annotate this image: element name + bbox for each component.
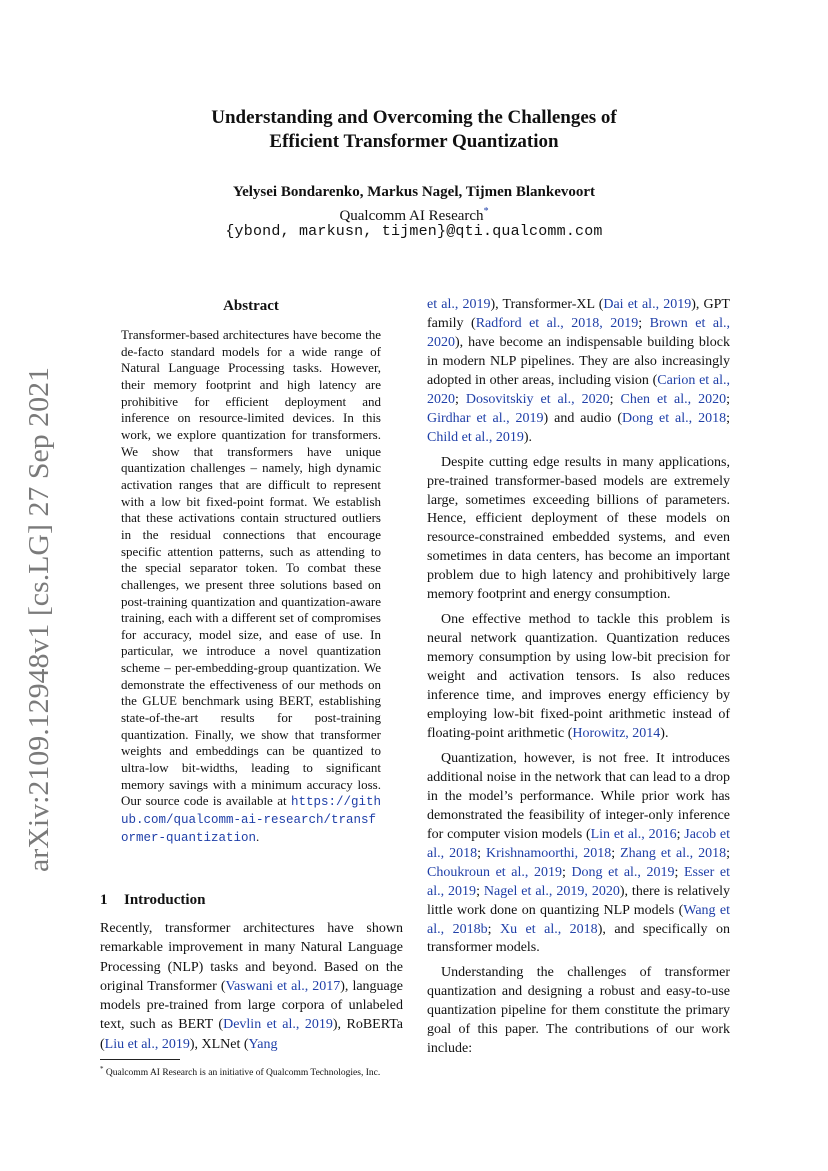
footnote bbox=[100, 1063, 430, 1079]
arxiv-stamp bbox=[2, 360, 60, 880]
section-heading-introduction bbox=[100, 890, 400, 910]
citation-lin[interactable]: Lin et al., 2016 bbox=[590, 826, 677, 842]
citation-dong-2019[interactable]: Dong et al., 2019 bbox=[571, 864, 675, 880]
separator: ; bbox=[726, 391, 731, 407]
author-emails: {ybond, markusn, tijmen}@qti.qualcomm.com bbox=[225, 223, 603, 240]
citation-choukroun[interactable]: Choukroun et al., 2019 bbox=[427, 864, 562, 880]
author-list: Yelysei Bondarenko, Markus Nagel, Tijmen Blankevoort bbox=[232, 184, 596, 200]
citation-liu[interactable]: Liu et al., 2019 bbox=[104, 1036, 190, 1052]
intro-paragraph-2: Despite cutting edge results in many applications, pre-trained transformer-based models are extremely large, sometimes exceeding billions of parameters. Hence, efficient deployment of these models on resource-constrained embedded systems, and even sometimes in data centers, has become an important problem due to high latency and prohibitively large memory footprint and energy consumption. bbox=[427, 454, 730, 603]
citation-vaswani[interactable]: Vaswani et al., 2017 bbox=[225, 978, 341, 994]
separator: ; bbox=[726, 410, 730, 426]
paragraph-text: Quantization, however, is not free. It introduces additional noise in the network that can lead to a drop in the model’s performance. While prior work has demonstrated the feasibility of integer-only inference for computer vision models ( bbox=[427, 750, 730, 842]
separator: ; bbox=[476, 883, 484, 899]
citation-dong-2018[interactable]: Dong et al., 2018 bbox=[621, 410, 727, 426]
paragraph-text: One effective method to tackle this problem is neural network quantization. Quantization reduces memory consumption by using low-bit precision for weight and activation tensors. Is also reduces inference time, and improves energy efficiency by employing low-bit fixed-point arithmetic instead of floating-point arithmetic ( bbox=[427, 612, 730, 741]
citation-wang[interactable]: Wang et al., 2018b bbox=[427, 902, 730, 937]
paragraph-text: ), have become an indispensable building block in modern NLP pipelines. They are also increasingly adopted in other areas, including vision ( bbox=[427, 334, 730, 388]
citation-child[interactable]: Child et al., 2019 bbox=[427, 429, 524, 445]
separator: ; bbox=[638, 315, 650, 331]
arxiv-stamp-text: arXiv:2109.12948v1 [cs.LG] 27 Sep 2021 bbox=[24, 390, 55, 872]
paragraph-text: ), GPT family ( bbox=[427, 297, 730, 331]
separator: ; bbox=[726, 845, 731, 861]
section-number: 1 bbox=[100, 892, 108, 908]
paragraph-text: ), Transformer-XL ( bbox=[490, 297, 604, 312]
citation-yang-part2[interactable]: et al., 2019 bbox=[427, 297, 491, 312]
paper-title bbox=[150, 106, 678, 154]
citation-krishnamoorthi[interactable]: Krishnamoorthi, 2018 bbox=[486, 845, 612, 861]
title-line-1: Understanding and Overcoming the Challenges of bbox=[211, 107, 617, 128]
section-title: Introduction bbox=[124, 892, 206, 908]
separator: ; bbox=[561, 864, 572, 880]
paragraph-text: ), there is relatively little work done on quantizing NLP models ( bbox=[427, 883, 731, 918]
citation-horowitz[interactable]: Horowitz, 2014 bbox=[572, 725, 661, 741]
paragraph-text: ) and audio ( bbox=[543, 410, 622, 426]
citation-jacob[interactable]: Jacob et al., 2018 bbox=[427, 826, 731, 861]
paragraph-text: ). bbox=[660, 725, 669, 741]
paragraph-text: ), XLNet ( bbox=[189, 1036, 249, 1052]
abstract-text: Transformer-based architectures have become the de-facto standard models for a wide range of Natural Language Processing tasks. However, their memory footprint and high latency are prohibitive for efficient deployment and inference on resource-limited devices. In this work, we explore quantization for transformers. We show that transformers have unique quantization challenges – namely, high dynamic activation ranges that are difficult to represent with a low bit fixed-point format. We establish that these activations contain structured outliers in the residual connections that encourage specific attention patterns, such as attending to the special separator token. To combat these challenges, we present three solutions based on post-training quantization and quantization-aware training, each with a different set of compromises for accuracy, model size, and ease of use. In particular, we introduce a novel quantization scheme – per-embedding-group quantization. We demonstrate the effectiveness of our methods on the GLUE benchmark using BERT, establishing state-of-the-art results for post-training quantization. Finally, we show that transformer weights and embeddings can be quantized to ultra-low bit-widths, leading to significant memory savings with a minimum accuracy loss. Our source code is available at bbox=[121, 327, 381, 809]
intro-paragraph-1-continued bbox=[427, 296, 730, 448]
separator: ; bbox=[455, 391, 466, 407]
paragraph-text: Recently, transformer architectures have shown remarkable improvement in many Natural Language Processing (NLP) tasks and beyond. Based on the original Transformer ( bbox=[100, 921, 403, 994]
abstract-heading: Abstract bbox=[223, 298, 279, 314]
intro-paragraph-4 bbox=[427, 750, 730, 958]
footnote-text: Qualcomm AI Research is an initiative of Qualcomm Technologies, Inc. bbox=[105, 1068, 381, 1079]
intro-paragraph-5: Understanding the challenges of transformer quantization and designing a robust and easy-to-use quantization pipeline for them constitute the primary goal of this paper. The contributions of our work include: bbox=[427, 965, 730, 1057]
abstract-body bbox=[121, 327, 381, 846]
citation-carion[interactable]: Carion et al., 2020 bbox=[427, 372, 730, 407]
title-line-2: Efficient Transformer Quantization bbox=[269, 131, 559, 152]
citation-esser[interactable]: Esser et al., 2019 bbox=[427, 864, 730, 899]
citation-devlin[interactable]: Devlin et al., 2019 bbox=[223, 1017, 333, 1033]
right-column bbox=[427, 296, 730, 1065]
paragraph-text: ), and specifically on transformer models. bbox=[427, 921, 730, 956]
citation-zhang[interactable]: Zhang et al., 2018 bbox=[620, 845, 727, 861]
abstract-end: . bbox=[256, 828, 260, 844]
separator: ; bbox=[487, 921, 500, 937]
affiliation-footnote-mark[interactable]: * bbox=[483, 206, 489, 217]
separator: ; bbox=[674, 864, 684, 880]
citation-xu[interactable]: Xu et al., 2018 bbox=[499, 921, 598, 937]
citation-dai[interactable]: Dai et al., 2019 bbox=[603, 297, 692, 312]
citation-brown[interactable]: Brown et al., 2020 bbox=[427, 315, 730, 350]
separator: ; bbox=[477, 845, 487, 861]
separator: ; bbox=[676, 826, 685, 842]
paragraph-text: ), RoBERTa ( bbox=[100, 1017, 403, 1052]
citation-chen[interactable]: Chen et al., 2020 bbox=[620, 391, 727, 407]
footnote-divider bbox=[100, 1059, 180, 1060]
paragraph-text: ). bbox=[523, 429, 532, 445]
citation-radford[interactable]: Radford et al., 2018, 2019 bbox=[475, 315, 639, 331]
affiliation-name: Qualcomm AI Research bbox=[339, 208, 484, 224]
separator: ; bbox=[611, 845, 621, 861]
citation-yang-part1[interactable]: Yang bbox=[248, 1036, 278, 1052]
citation-nagel[interactable]: Nagel et al., 2019, 2020 bbox=[483, 883, 620, 899]
intro-paragraph-1-left bbox=[100, 919, 403, 1054]
footnote-mark: * bbox=[100, 1065, 104, 1073]
code-link[interactable]: https://github.com/qualcomm-ai-research/transformer-quantization bbox=[121, 795, 382, 845]
citation-dosovitskiy[interactable]: Dosovitskiy et al., 2020 bbox=[465, 391, 610, 407]
citation-girdhar[interactable]: Girdhar et al., 2019 bbox=[427, 410, 544, 426]
intro-paragraph-3 bbox=[427, 611, 730, 744]
separator: ; bbox=[609, 391, 621, 407]
paragraph-text: ), language models pre-trained from large corpora of unlabeled text, such as BERT ( bbox=[100, 978, 403, 1033]
